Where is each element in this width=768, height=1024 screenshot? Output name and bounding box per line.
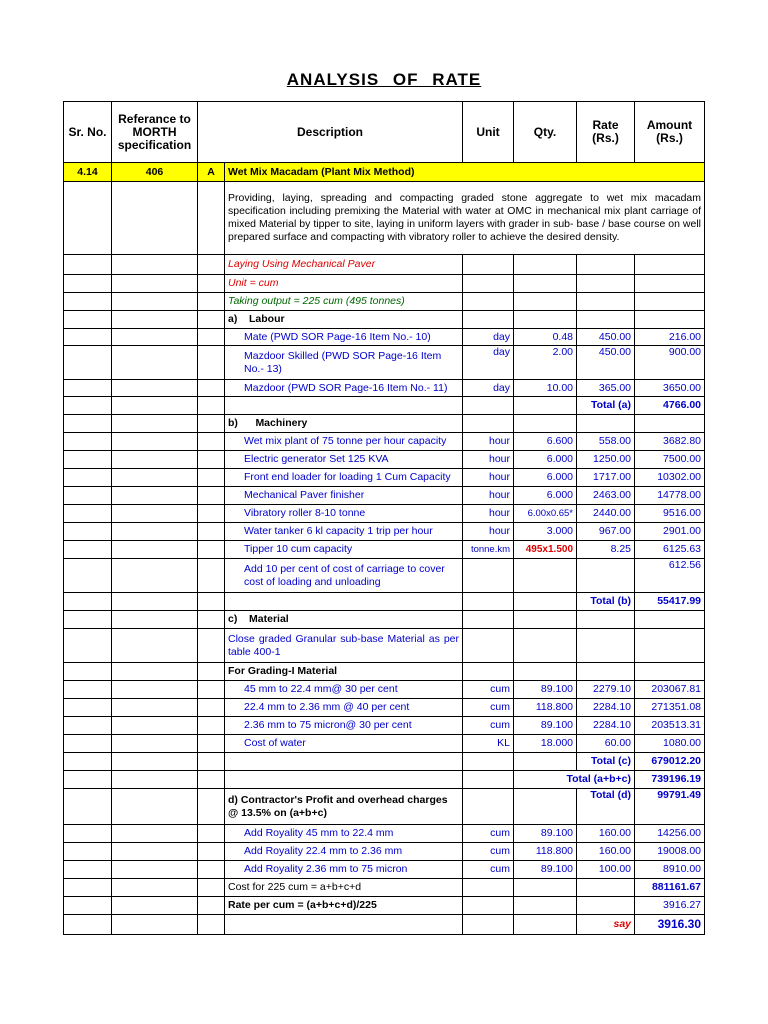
spec-text: Providing, laying, spreading and compacting graded stone aggregate to wet mix macadam specification including premixing the Material with water at OMC in mechanical mix plant carriage of mixed Material by tipper to site, laying in uniform layers with grader in sub- base / base course on well prepared surface and compacting with vibratory roller to achieve the desired density. (225, 182, 705, 255)
labour-total: 4766.00 (635, 397, 705, 415)
material-intro: Close graded Granular sub-base Material as per table 400-1 (225, 629, 463, 663)
header-unit: Unit (463, 102, 514, 163)
table-row: 2.36 mm to 75 micron@ 30 per cent cum 89.100 2284.10 203513.31 (64, 717, 705, 735)
output-line: Taking output = 225 cum (495 tonnes) (225, 293, 463, 311)
grand-total: 739196.19 (635, 771, 705, 789)
rate-label: Rate per cum = (a+b+c+d)/225 (225, 897, 463, 915)
cost-amount: 881161.67 (635, 879, 705, 897)
output-row (64, 293, 705, 311)
profit-heading-row (64, 789, 705, 825)
machinery-total-label: Total (b) (577, 593, 635, 611)
table-row: Water tanker 6 kl capacity 1 trip per hour hour 3.000 967.00 2901.00 (64, 523, 705, 541)
table-row: Tipper 10 cum capacity tonne.km 495x1.500 8.25 6125.63 (64, 541, 705, 559)
table-row: Mate (PWD SOR Page-16 Item No.- 10) day 0.48 450.00 216.00 (64, 329, 705, 346)
spec-row (64, 182, 705, 255)
grading-row (64, 663, 705, 681)
grand-total-label: Total (a+b+c) (514, 771, 635, 789)
table-row: Add Royality 22.4 mm to 2.36 mm cum 118.800 160.00 19008.00 (64, 843, 705, 861)
table-row: Mechanical Paver finisher hour 6.000 2463.00 14778.00 (64, 487, 705, 505)
say-row (64, 915, 705, 935)
profit-heading: d) Contractor's Profit and overhead charges @ 13.5% on (a+b+c) (225, 789, 463, 825)
item-name: Wet Mix Macadam (Plant Mix Method) (225, 163, 705, 182)
machinery-total: 55417.99 (635, 593, 705, 611)
grand-total-row (64, 771, 705, 789)
unit-line: Unit = cum (225, 275, 463, 293)
table-row: Front end loader for loading 1 Cum Capacity hour 6.000 1717.00 10302.00 (64, 469, 705, 487)
item-code: A (198, 163, 225, 182)
say-amount: 3916.30 (635, 915, 705, 935)
rate-amount: 3916.27 (635, 897, 705, 915)
rate-row (64, 897, 705, 915)
material-total-row (64, 753, 705, 771)
labour-total-label: Total (a) (577, 397, 635, 415)
page-title: ANALYSIS OF RATE (286, 70, 482, 89)
labour-total-row (64, 397, 705, 415)
material-heading-row (64, 611, 705, 629)
material-total-label: Total (c) (577, 753, 635, 771)
grading-label: For Grading-I Material (225, 663, 463, 681)
header-row (64, 102, 705, 163)
table-row: Vibratory roller 8-10 tonne hour 6.00x0.65* 2440.00 9516.00 (64, 505, 705, 523)
header-qty: Qty. (514, 102, 577, 163)
table-row: Add 10 per cent of cost of carriage to cover cost of loading and unloading 612.56 (64, 559, 705, 593)
header-reference: Referance to MORTH specification (112, 102, 198, 163)
table-row: 45 mm to 22.4 mm@ 30 per cent cum 89.100 2279.10 203067.81 (64, 681, 705, 699)
table-row: 22.4 mm to 2.36 mm @ 40 per cent cum 118.800 2284.10 271351.08 (64, 699, 705, 717)
material-intro-row (64, 629, 705, 663)
header-amount: Amount (Rs.) (635, 102, 705, 163)
item-row (64, 163, 705, 182)
table-row: Mazdoor (PWD SOR Page-16 Item No.- 11) day 10.00 365.00 3650.00 (64, 380, 705, 397)
laying-row (64, 255, 705, 275)
material-heading: c) Material (225, 611, 463, 629)
machinery-heading-row (64, 415, 705, 433)
laying-method: Laying Using Mechanical Paver (225, 255, 463, 275)
labour-heading: a) Labour (225, 311, 463, 329)
header-description: Description (198, 102, 463, 163)
cost-row (64, 879, 705, 897)
say-label: say (577, 915, 635, 935)
labour-heading-row (64, 311, 705, 329)
item-reference: 406 (112, 163, 198, 182)
profit-total: 99791.49 (635, 789, 705, 825)
item-sr-no: 4.14 (64, 163, 112, 182)
table-row: Add Royality 2.36 mm to 75 micron cum 89.100 100.00 8910.00 (64, 861, 705, 879)
material-total: 679012.20 (635, 753, 705, 771)
table-row: Mazdoor Skilled (PWD SOR Page-16 Item No.- 13) day 2.00 450.00 900.00 (64, 346, 705, 380)
profit-total-label: Total (d) (577, 789, 635, 825)
table-row: Electric generator Set 125 KVA hour 6.000 1250.00 7500.00 (64, 451, 705, 469)
cost-label: Cost for 225 cum = a+b+c+d (225, 879, 463, 897)
table-row: Cost of water KL 18.000 60.00 1080.00 (64, 735, 705, 753)
machinery-total-row (64, 593, 705, 611)
rate-analysis-table (63, 101, 705, 935)
table-row: Add Royality 45 mm to 22.4 mm cum 89.100 160.00 14256.00 (64, 825, 705, 843)
header-rate: Rate (Rs.) (577, 102, 635, 163)
header-sr-no: Sr. No. (64, 102, 112, 163)
unit-row (64, 275, 705, 293)
table-row: Wet mix plant of 75 tonne per hour capacity hour 6.600 558.00 3682.80 (64, 433, 705, 451)
machinery-heading: b) Machinery (225, 415, 463, 433)
